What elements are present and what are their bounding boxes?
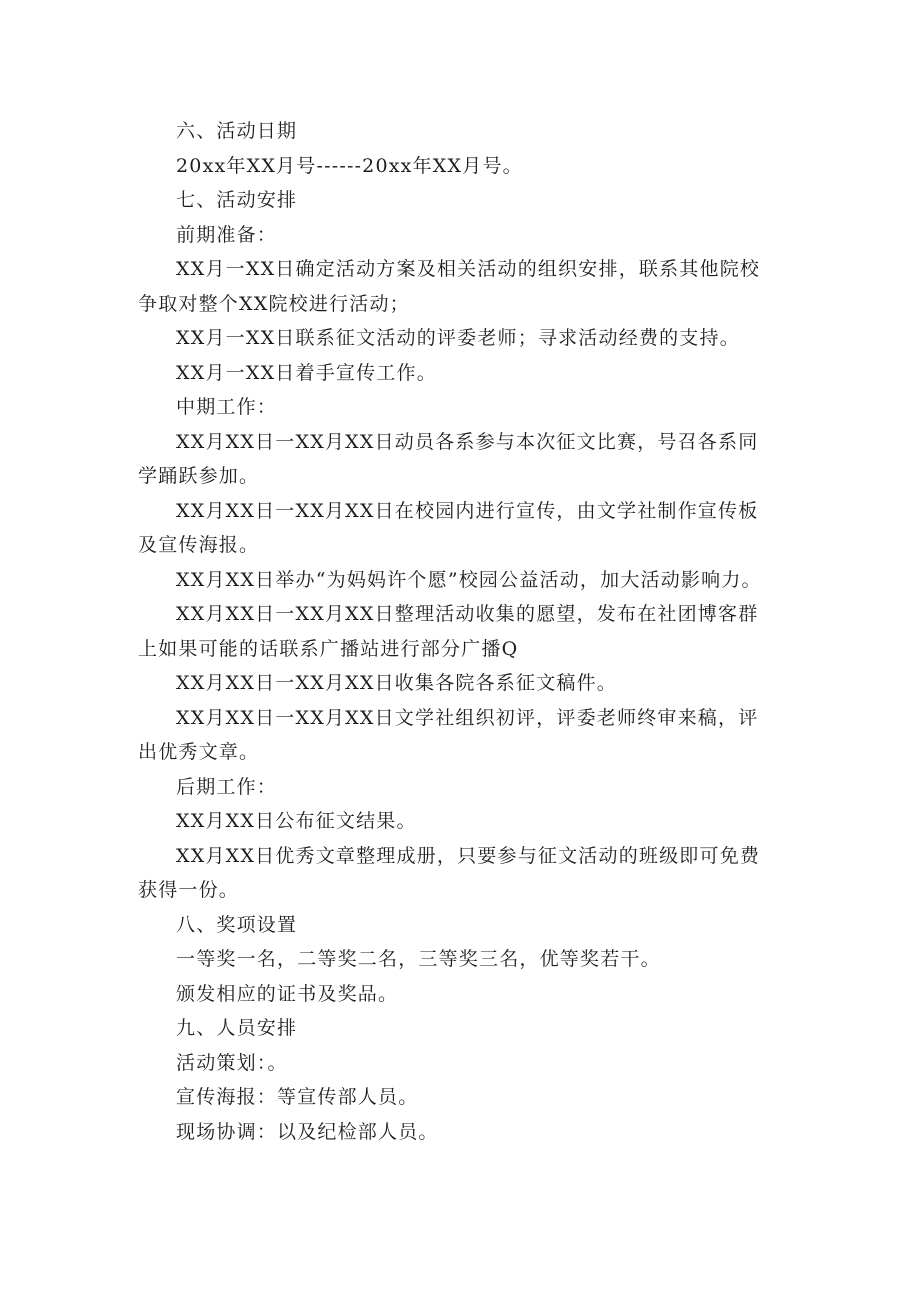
paragraph: XX月XX日一XX月XX日文学社组织初评，评委老师终审来稿，评出优秀文章。 <box>138 706 759 763</box>
paragraph: XX月一XX日联系征文活动的评委老师；寻求活动经费的支持。 <box>176 327 740 349</box>
paragraph: XX月XX日公布征文结果。 <box>176 810 417 832</box>
section-heading-awards: 八、奖项设置 <box>176 913 298 936</box>
document-body <box>138 114 778 1149</box>
paragraph: XX月一XX日确定活动方案及相关活动的组织安排，联系其他院校争取对整个XX院校进行活动； <box>138 258 761 315</box>
section-heading-activity-date: 六、活动日期 <box>176 120 298 142</box>
paragraph: XX月XX日一XX月XX日在校园内进行宣传，由文学社制作宣传板及宣传海报。 <box>138 499 759 556</box>
subheading-preparation: 前期准备： <box>176 223 278 246</box>
paragraph: XX月XX日一XX月XX日整理活动收集的愿望，发布在社团博客群上如果可能的话联系广播站进行部分广播Q <box>138 603 759 660</box>
paragraph: XX月XX日优秀文章整理成册，只要参与征文活动的班级即可免费获得一份。 <box>138 844 761 901</box>
subheading-late-stage: 后期工作： <box>176 775 278 798</box>
paragraph: 颁发相应的证书及奖品。 <box>176 982 399 1005</box>
paragraph: 现场协调：以及纪检部人员。 <box>176 1120 439 1143</box>
paragraph: 宣传海报：等宣传部人员。 <box>176 1086 419 1108</box>
section-heading-activity-arrangement: 七、活动安排 <box>176 189 298 211</box>
paragraph: 活动策划：。 <box>176 1051 288 1074</box>
paragraph: XX月XX日一XX月XX日动员各系参与本次征文比赛，号召各系同学踊跃参加。 <box>138 430 759 487</box>
subheading-mid-term: 中期工作： <box>176 396 278 418</box>
paragraph: XX月XX日举办“为妈妈许个愿”校园公益活动，加大活动影响力。 <box>176 568 762 591</box>
paragraph: XX月一XX日着手宣传工作。 <box>176 361 437 384</box>
activity-date-range: 20xx年XX月号------20xx年XX月号。 <box>176 154 523 177</box>
paragraph: 一等奖一名，二等奖二名，三等奖三名，优等奖若干。 <box>176 948 661 970</box>
section-heading-staff: 九、人员安排 <box>176 1017 298 1039</box>
paragraph: XX月XX日一XX月XX日收集各院各系征文稿件。 <box>176 672 618 694</box>
